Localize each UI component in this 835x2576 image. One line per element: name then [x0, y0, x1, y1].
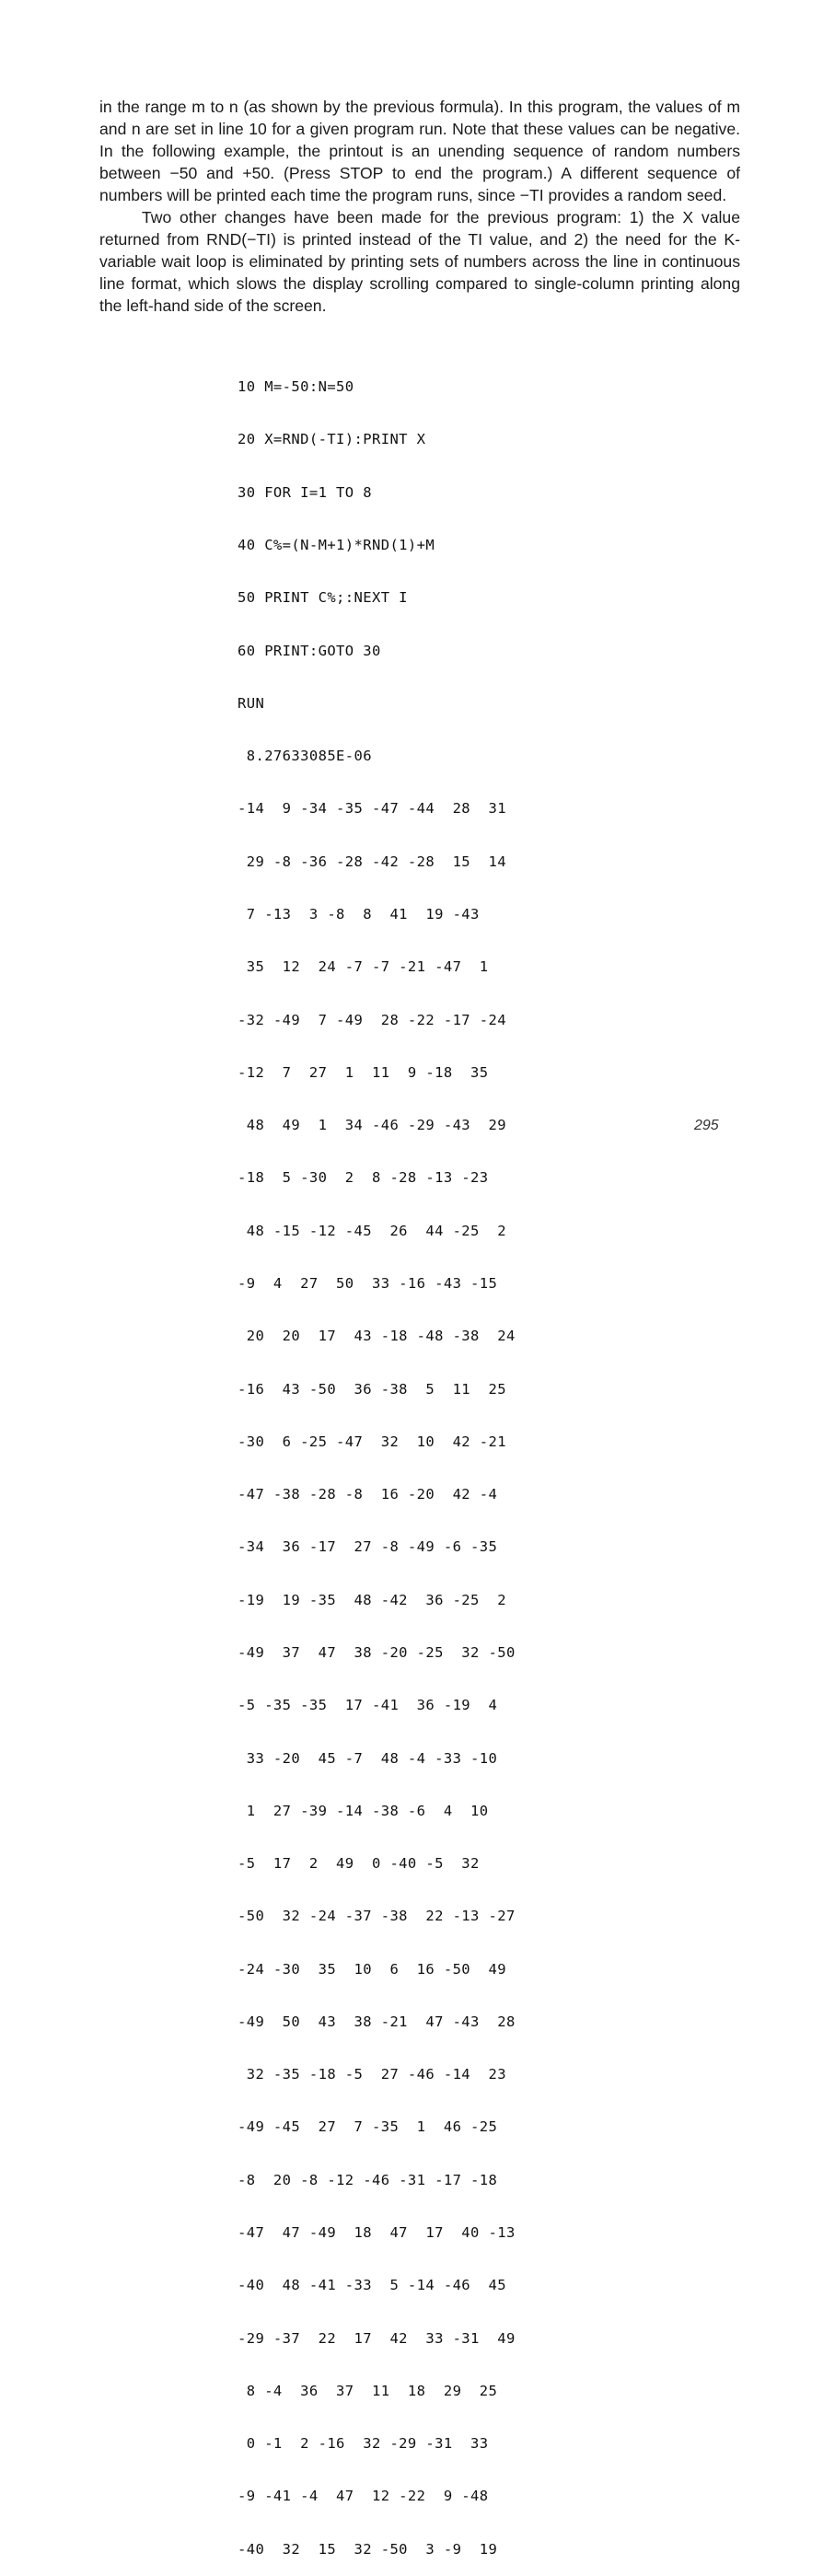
output-line: -32 -49 7 -49 28 -22 -17 -24 — [238, 1011, 506, 1028]
output-line: 35 12 24 -7 -7 -21 -47 1 — [238, 958, 489, 976]
output-line: -49 50 43 38 -21 47 -43 28 — [238, 2013, 516, 2030]
output-line: 1 27 -39 -14 -38 -6 4 10 — [238, 1802, 489, 1819]
page-number: 295 — [694, 1118, 719, 1133]
program-line: 50 PRINT C%;:NEXT I — [238, 589, 408, 607]
output-line: -47 47 -49 18 47 17 40 -13 — [238, 2224, 516, 2242]
program-line: 20 X=RND(-TI):PRINT X — [238, 431, 426, 448]
output-line: -5 17 2 49 0 -40 -5 32 — [238, 1855, 480, 1873]
paragraph-2: Two other changes have been made for the previous program: 1) the X value returned from RND(−TI) is printed instead of the TI value, and 2) the need for the K-variable wait loop is eliminated by printing sets of numbers across the line in continuous line format, which slows the display scrolling compared to single-column printing along the left-hand side of the screen. — [99, 208, 740, 315]
body-text — [99, 96, 740, 317]
output-line: -16 43 -50 36 -38 5 11 25 — [238, 1380, 506, 1398]
output-line: 20 20 17 43 -18 -48 -38 24 — [238, 1328, 516, 1345]
output-line: -9 -41 -4 47 12 -22 9 -48 — [238, 2488, 489, 2505]
output-line: 48 -15 -12 -45 26 44 -25 2 — [238, 1222, 506, 1239]
output-line: -24 -30 35 10 6 16 -50 49 — [238, 1960, 506, 1978]
output-line: -40 32 15 32 -50 3 -9 19 — [238, 2540, 498, 2558]
output-line: -5 -35 -35 17 -41 36 -19 4 — [238, 1697, 498, 1714]
paragraph-1: in the range m to n (as shown by the previous formula). In this program, the values of m and n are set in line 10 for a given program run. Note that these values can be negative. In the following example, the printout is an unending sequence of random numbers between −50 and +50. (Press STOP to end the program.) A different sequence of numbers will be printed each time the program runs, since −TI provides a random seed. — [99, 98, 740, 204]
output-line: -19 19 -35 48 -42 36 -25 2 — [238, 1591, 506, 1608]
output-line: -49 -45 27 7 -35 1 46 -25 — [238, 2118, 498, 2136]
output-line: -8 20 -8 -12 -46 -31 -17 -18 — [238, 2171, 498, 2188]
output-line: -12 7 27 1 11 9 -18 35 — [238, 1063, 489, 1081]
output-line: -49 37 47 38 -20 -25 32 -50 — [238, 1643, 516, 1661]
program-line: 30 FOR I=1 TO 8 — [238, 483, 372, 501]
program-line: 10 M=-50:N=50 — [238, 378, 354, 396]
output-line: -14 9 -34 -35 -47 -44 28 31 — [238, 800, 506, 818]
output-line: 29 -8 -36 -28 -42 -28 15 14 — [238, 853, 506, 870]
output-line: 8.27633085E-06 — [238, 748, 372, 765]
output-line: -50 32 -24 -37 -38 22 -13 -27 — [238, 1908, 516, 1925]
output-line: 33 -20 45 -7 48 -4 -33 -10 — [238, 1749, 498, 1767]
run-command: RUN — [238, 694, 265, 712]
program-line: 40 C%=(N-M+1)*RND(1)+M — [238, 537, 435, 554]
output-line: -29 -37 22 17 42 33 -31 49 — [238, 2329, 516, 2347]
output-line: -18 5 -30 2 8 -28 -13 -23 — [238, 1169, 489, 1187]
program-line: 60 PRINT:GOTO 30 — [238, 642, 381, 659]
output-line: 0 -1 2 -16 32 -29 -31 33 — [238, 2435, 489, 2453]
output-line: -9 4 27 50 33 -16 -43 -15 — [238, 1274, 498, 1292]
output-line: 8 -4 36 37 11 18 29 25 — [238, 2382, 498, 2399]
output-line: -34 36 -17 27 -8 -49 -6 -35 — [238, 1538, 498, 1556]
output-line: 48 49 1 34 -46 -29 -43 29 — [238, 1117, 506, 1134]
output-line: -47 -38 -28 -8 16 -20 42 -4 — [238, 1486, 498, 1503]
output-line: -30 6 -25 -47 32 10 42 -21 — [238, 1433, 506, 1450]
output-line: 32 -35 -18 -5 27 -46 -14 23 — [238, 2066, 506, 2083]
output-line: 7 -13 3 -8 8 41 19 -43 — [238, 906, 480, 922]
program-listing — [238, 343, 516, 2576]
output-line: -40 48 -41 -33 5 -14 -46 45 — [238, 2277, 506, 2294]
